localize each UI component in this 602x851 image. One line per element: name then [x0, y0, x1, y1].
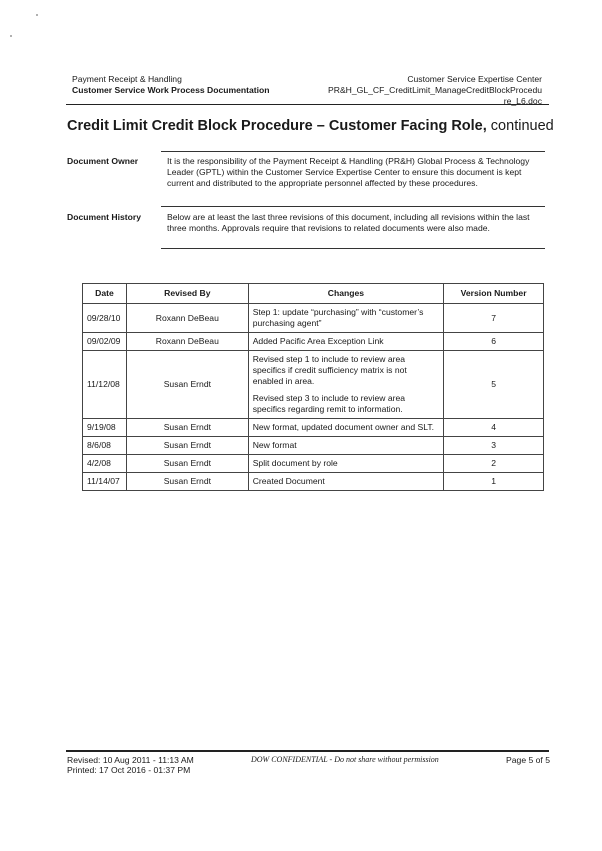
- footer-printed: Printed: 17 Oct 2016 - 01:37 PM: [67, 765, 191, 775]
- document-owner-label: Document Owner: [67, 156, 139, 166]
- cell-version: 5: [444, 351, 544, 419]
- header-right: [302, 74, 542, 107]
- header-filename-part1: PR&H_GL_CF_CreditLimit_ManageCreditBlockProcedu: [328, 85, 542, 95]
- cell-changes: [248, 304, 444, 333]
- column-header-revised-by: Revised By: [126, 284, 248, 304]
- change-note: New format: [252, 440, 297, 450]
- header-center-name: Customer Service Expertise Center: [407, 74, 542, 84]
- header-filename-part2: re_L6.doc: [503, 96, 542, 106]
- footer-revised: Revised: 10 Aug 2011 - 11:13 AM: [67, 755, 194, 765]
- table-row: [83, 419, 544, 437]
- header-department: Payment Receipt & Handling: [72, 74, 182, 84]
- page-title: [67, 118, 554, 134]
- cell-changes: [248, 351, 444, 419]
- cell-revised-by: Roxann DeBeau: [126, 304, 248, 333]
- cell-changes: [248, 473, 444, 491]
- revision-history-table: [82, 283, 544, 491]
- cell-changes: [248, 455, 444, 473]
- cell-revised-by: Roxann DeBeau: [126, 333, 248, 351]
- cell-revised-by: Susan Erndt: [126, 473, 248, 491]
- table-row: [83, 455, 544, 473]
- table-row: [83, 333, 544, 351]
- scan-speck: [36, 14, 38, 16]
- table-row: [83, 473, 544, 491]
- cell-version: 2: [444, 455, 544, 473]
- cell-date: 9/19/08: [83, 419, 127, 437]
- change-note: Revised step 1 to include to review area specifics if credit sufficiency matrix is not enabled in area.: [252, 354, 407, 386]
- page-title-continued: continued: [486, 118, 554, 134]
- cell-revised-by: Susan Erndt: [126, 437, 248, 455]
- cell-revised-by: Susan Erndt: [126, 455, 248, 473]
- header-left: [72, 74, 270, 96]
- change-note: Step 1: update “purchasing” with “customer’s purchasing agent”: [252, 307, 424, 328]
- document-history-label: Document History: [67, 212, 142, 222]
- document-owner-text: It is the responsibility of the Payment Receipt & Handling (PR&H) Global Process & Technology Leader (GPTL) within the Customer Service Expertise Center to ensure this document is kept current and distributed to the appropriate personnel affected by these procedures.: [167, 156, 530, 188]
- cell-version: 4: [444, 419, 544, 437]
- footer-page-number: Page 5 of 5: [506, 755, 550, 765]
- scan-speck: [10, 35, 12, 37]
- cell-date: 09/02/09: [83, 333, 127, 351]
- document-history-text: Below are at least the last three revisions of this document, including all revisions within the last three months. Approvals require that revisions to related documents were also made.: [167, 212, 530, 233]
- column-header-date: Date: [83, 284, 127, 304]
- column-header-version: Version Number: [444, 284, 544, 304]
- change-note: Added Pacific Area Exception Link: [252, 336, 384, 346]
- section-divider: [161, 248, 545, 249]
- footer-divider: [66, 750, 549, 752]
- section-divider: [161, 151, 545, 152]
- change-note: Revised step 3 to include to review area specifics regarding remit to information.: [252, 393, 406, 414]
- footer-dates: [67, 755, 194, 775]
- cell-version: 1: [444, 473, 544, 491]
- footer-confidential: DOW CONFIDENTIAL - Do not share without permission: [251, 755, 439, 764]
- table-row: [83, 351, 544, 419]
- cell-version: 7: [444, 304, 544, 333]
- section-divider: [161, 206, 545, 207]
- header-doc-category: Customer Service Work Process Documentation: [72, 85, 270, 95]
- page-title-main: Credit Limit Credit Block Procedure – Customer Facing Role,: [67, 118, 487, 134]
- cell-version: 6: [444, 333, 544, 351]
- cell-date: 8/6/08: [83, 437, 127, 455]
- header-divider: [66, 104, 549, 105]
- cell-revised-by: Susan Erndt: [126, 419, 248, 437]
- cell-date: 09/28/10: [83, 304, 127, 333]
- table-header-row: [83, 284, 544, 304]
- cell-date: 11/12/08: [83, 351, 127, 419]
- table-row: [83, 304, 544, 333]
- cell-date: 4/2/08: [83, 455, 127, 473]
- cell-revised-by: Susan Erndt: [126, 351, 248, 419]
- change-note: New format, updated document owner and SLT.: [252, 422, 435, 432]
- cell-changes: [248, 333, 444, 351]
- cell-changes: [248, 419, 444, 437]
- change-note: Split document by role: [252, 458, 338, 468]
- cell-date: 11/14/07: [83, 473, 127, 491]
- column-header-changes: Changes: [248, 284, 444, 304]
- table-row: [83, 437, 544, 455]
- cell-version: 3: [444, 437, 544, 455]
- change-note: Created Document: [252, 476, 325, 486]
- cell-changes: [248, 437, 444, 455]
